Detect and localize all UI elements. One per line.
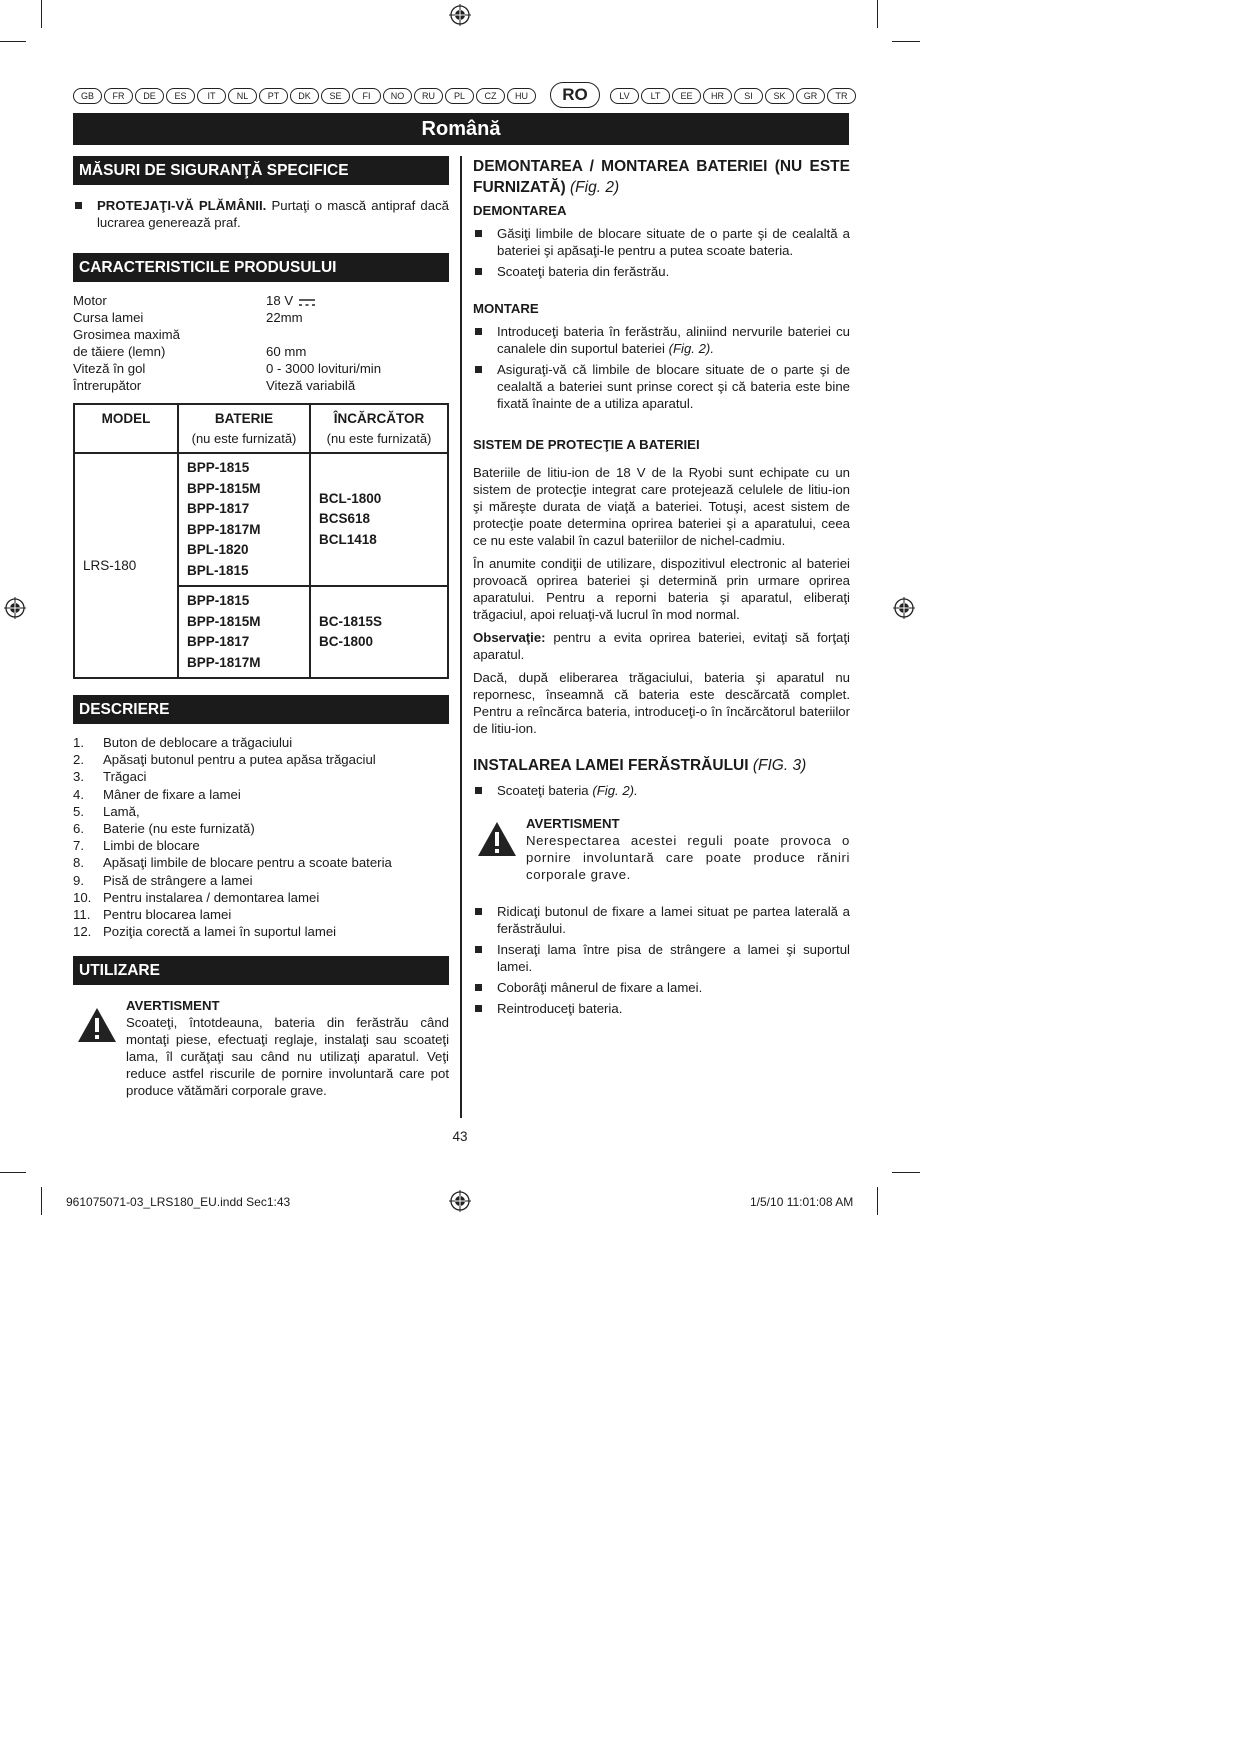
model-cell: LRS-180 <box>74 453 178 678</box>
lang-badge-pl: PL <box>445 88 474 104</box>
left-column <box>73 156 449 1099</box>
protection-paragraph: Dacă, după eliberarea trăgaciului, bateria şi aparatul nu repornesc, înseamnă că bateria este descărcată complet. Pentru a reîncărca bateria, introduceţi-o în încărcătorul bateriilor de litiu-ion. <box>473 670 850 736</box>
lang-badge-pt: PT <box>259 88 288 104</box>
list-item: 1. Buton de deblocare a trăgaciului <box>73 735 293 750</box>
safety-item-text: Purtaţi o mască antipraf dacă lucrarea generează praf. <box>97 198 450 230</box>
safety-item <box>73 197 449 231</box>
spec-label: Cursa lamei <box>73 310 144 325</box>
registration-mark-icon <box>4 597 26 619</box>
lang-badge-hr: HR <box>703 88 732 104</box>
spec-label: Întrerupător <box>73 378 142 393</box>
list-item: 10. Pentru instalarea / demontarea lamei <box>73 889 320 905</box>
list-item: 3. Trăgaci <box>73 769 147 785</box>
usage-warning-title: AVERTISMENT <box>126 998 220 1014</box>
crop-mark <box>41 1187 42 1215</box>
lang-badge-it: IT <box>197 88 226 104</box>
lang-badge-lv: LV <box>610 88 639 104</box>
characteristics-heading: CARACTERISTICILE PRODUSULUI <box>73 253 449 282</box>
spec-value: Viteză variabilă <box>266 378 356 393</box>
lang-badge-ee: EE <box>672 88 701 104</box>
protection-note: Observaţie: pentru a evita oprirea bateriei, evitaţi să forţaţi aparatul. <box>473 630 850 662</box>
spec-label: Viteză în gol <box>73 361 146 376</box>
models-col-battery: BATERIE (nu este furnizată) <box>178 404 310 453</box>
footer-file: 961075071-03_LRS180_EU.indd Sec1:43 <box>66 1195 291 1209</box>
lang-badge-cz: CZ <box>476 88 505 104</box>
mount-item: Asiguraţi-vă că limbile de blocare situate de o parte şi de cealaltă a bateriei sunt prinse corect şi că bateria este bine fixată înainte de a utiliza aparatul. <box>473 361 850 412</box>
usage-warning-text: Scoateţi, întotdeauna, bateria din ferăstrău când montaţi piese, efectuaţi reglaje, instalaţi sau scoateţi lama, îl curăţaţi sau când nu utilizaţi aparatul. Veţi reduce astfel riscurile de pornire involuntară care pot produce vătămări corporale grave. <box>126 1015 449 1099</box>
blade-item: Reintroduceţi bateria. <box>473 1000 850 1017</box>
list-item: 8. Apăsaţi limbile de blocare pentru a scoate bateria <box>73 855 392 871</box>
lang-badge-fr: FR <box>104 88 133 104</box>
battery-list-1: BPP-1815 BPP-1815M BPP-1817 BPP-1817M BPL-1820 BPL-1815 <box>178 453 310 586</box>
lang-badge-ru: RU <box>414 88 443 104</box>
footer-date: 1/5/10 11:01:08 AM <box>750 1195 854 1209</box>
spec-value: 22mm <box>266 310 303 325</box>
language-bar <box>73 84 853 110</box>
lang-badge-si: SI <box>734 88 763 104</box>
lang-badge-hu: HU <box>507 88 536 104</box>
blade-heading: INSTALAREA LAMEI FERĂSTRĂULUI (FIG. 3) <box>473 757 807 774</box>
models-col-charger: ÎNCĂRCĂTOR (nu este furnizată) <box>310 404 448 453</box>
lang-badge-es: ES <box>166 88 195 104</box>
blade-item: Scoateţi bateria (Fig. 2). <box>473 782 850 799</box>
remove-subheading: DEMONTAREA <box>473 203 567 218</box>
page-number: 43 <box>452 1129 468 1144</box>
page-title: Română <box>73 113 849 145</box>
crop-mark <box>41 0 42 28</box>
spec-value: 60 mm <box>266 344 307 359</box>
lang-badge-gr: GR <box>796 88 825 104</box>
safety-heading: MĂSURI DE SIGURANŢĂ SPECIFICE <box>73 156 449 185</box>
spec-value: 18 V <box>266 292 381 309</box>
protection-heading: SISTEM DE PROTECŢIE A BATERIEI <box>473 437 700 452</box>
battery-section-heading: DEMONTAREA / MONTAREA BATERIEI (NU ESTE FURNIZATĂ) (Fig. 2) <box>473 158 850 196</box>
crop-mark <box>892 1172 920 1173</box>
safety-item-bold: PROTEJAŢI-VĂ PLĂMÂNII. <box>97 198 267 213</box>
spec-value <box>266 326 381 343</box>
lang-badge-se: SE <box>321 88 350 104</box>
blade-warning-text: Nerespectarea acestei reguli poate provoca o pornire involuntară care poate produce răniri corporale grave. <box>526 833 850 882</box>
mount-item: Introduceţi bateria în ferăstrău, aliniind nervurile bateriei cu canalele din suportul bateriei (Fig. 2). <box>473 323 850 357</box>
lang-badge-nl: NL <box>228 88 257 104</box>
description-list <box>73 734 449 940</box>
list-item: 2. Apăsaţi butonul pentru a putea apăsa trăgaciul <box>73 752 376 768</box>
list-item: 7. Limbi de blocare <box>73 838 200 854</box>
crop-mark <box>877 1187 878 1215</box>
blade-warning <box>473 815 850 883</box>
list-item: 5. Lamă, <box>73 803 140 819</box>
battery-list-2: BPP-1815 BPP-1815M BPP-1817 BPP-1817M <box>178 586 310 678</box>
list-item: 6. Baterie (nu este furnizată) <box>73 821 255 837</box>
charger-list-1: BCL-1800 BCS618 BCL1418 <box>310 453 448 586</box>
lang-badge-ro-active: RO <box>550 82 600 108</box>
crop-mark <box>0 41 26 42</box>
crop-mark <box>877 0 878 28</box>
warning-triangle-icon <box>477 821 517 857</box>
list-item: 4. Mâner de fixare a lamei <box>73 786 241 802</box>
list-item: 11. Pentru blocarea lamei <box>73 907 232 923</box>
lang-badge-lt: LT <box>641 88 670 104</box>
column-divider <box>460 156 462 1118</box>
blade-warning-title: AVERTISMENT <box>526 816 620 831</box>
spec-label: Motor <box>73 293 107 308</box>
right-column <box>473 156 850 1021</box>
protection-paragraph: În anumite condiţii de utilizare, dispozitivul electronic al bateriei provoacă oprirea bateriei şi determină prin urmare oprirea aparatului. Pentru a reporni bateria şi aparatul, eliberaţi trăgaciul, apoi reluaţi-vă lucrul în mod normal. <box>473 556 850 622</box>
registration-mark-icon <box>449 1190 471 1212</box>
lang-badge-tr: TR <box>827 88 856 104</box>
lang-badge-dk: DK <box>290 88 319 104</box>
lang-badge-no: NO <box>383 88 412 104</box>
specs-table <box>73 292 381 394</box>
usage-warning <box>73 997 449 1099</box>
remove-item: Găsiţi limbile de blocare situate de o parte şi de cealaltă a bateriei şi apăsaţi-le pentru a putea scoate bateria. <box>473 225 850 259</box>
description-heading: DESCRIERE <box>73 695 449 724</box>
lang-badge-de: DE <box>135 88 164 104</box>
crop-mark <box>892 41 920 42</box>
blade-item: Inseraţi lama între pisa de strângere a lamei şi suportul lamei. <box>473 941 850 975</box>
blade-item: Ridicaţi butonul de fixare a lamei situat pe partea laterală a ferăstrăului. <box>473 903 850 937</box>
spec-label: Grosimea maximă <box>73 327 180 342</box>
charger-list-2: BC-1815S BC-1800 <box>310 586 448 678</box>
lang-badge-sk: SK <box>765 88 794 104</box>
list-item: 9. Pisă de strângere a lamei <box>73 872 253 888</box>
warning-triangle-icon <box>77 1007 117 1043</box>
models-table <box>73 403 449 679</box>
list-item: 12. Poziţia corectă a lamei în suportul lamei <box>73 924 337 940</box>
spec-value: 0 - 3000 lovituri/min <box>266 361 382 376</box>
lang-badge-fi: FI <box>352 88 381 104</box>
lang-badge-gb: GB <box>73 88 102 104</box>
registration-mark-icon <box>893 597 915 619</box>
remove-item: Scoateţi bateria din ferăstrău. <box>473 263 850 280</box>
registration-mark-icon <box>449 4 471 26</box>
blade-item: Coborâţi mânerul de fixare a lamei. <box>473 979 850 996</box>
usage-heading: UTILIZARE <box>73 956 449 985</box>
protection-paragraph: Bateriile de litiu-ion de 18 V de la Ryobi sunt echipate cu un sistem de protecţie integrat care protejează celulele de litiu-ion şi măreşte durata de viaţă a bateriei. Totuşi, acest sistem de protecţie poate determina oprirea bateriei şi a aparatului, ceea ce nu este valabil în cazul bateriilor de nichel-cadmiu. <box>473 465 850 548</box>
dc-symbol-icon <box>297 297 317 307</box>
crop-mark <box>0 1172 26 1173</box>
models-col-model: MODEL <box>74 404 178 453</box>
spec-label: de tăiere (lemn) <box>73 344 166 359</box>
mount-subheading: MONTARE <box>473 301 539 316</box>
